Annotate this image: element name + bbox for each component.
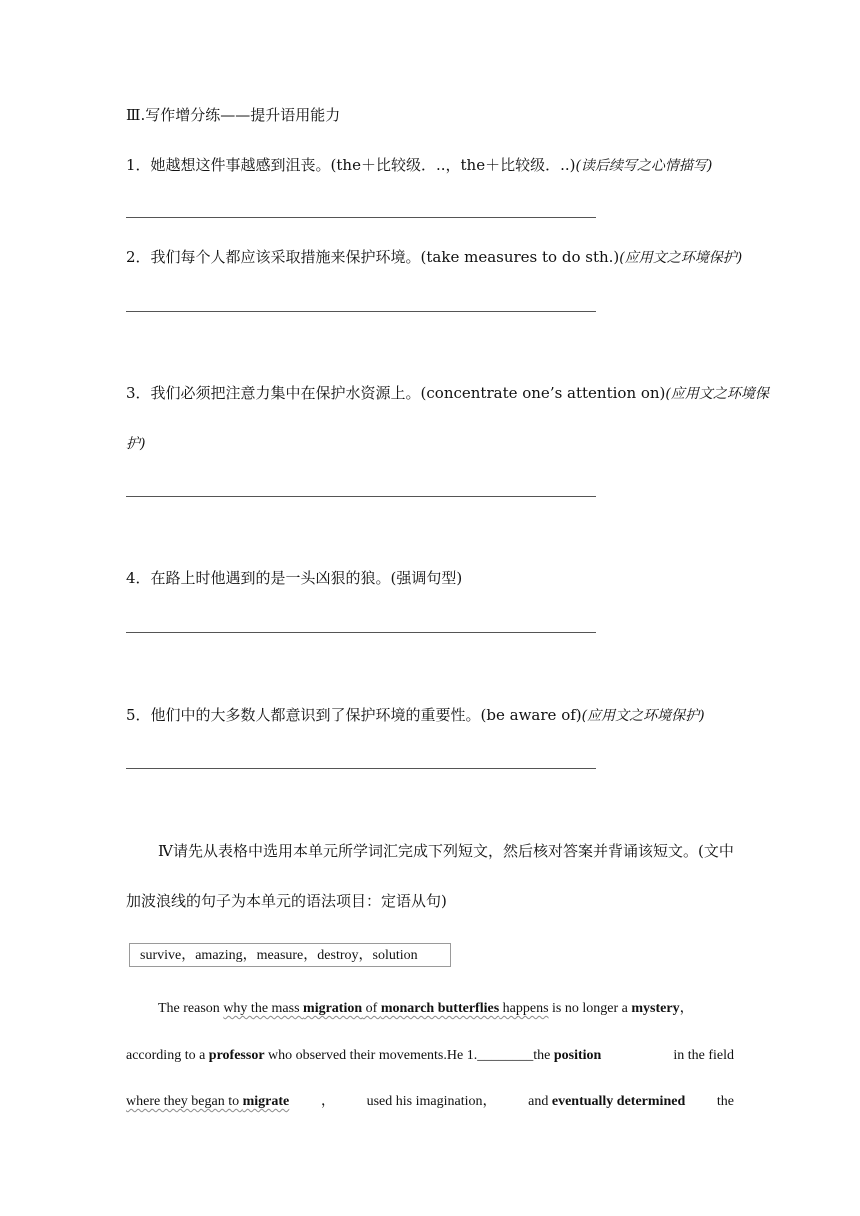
passage-text: in the field [673,1048,734,1063]
passage-text: of [362,1001,381,1016]
bold-word: migration [303,1001,363,1016]
passage-text: is no longer a [548,1001,632,1016]
item-note: (应用文之环境保护) [619,250,743,266]
passage-text: according to a [126,1048,209,1063]
passage-text: ， [679,1001,694,1016]
passage-text: the [533,1048,554,1063]
exercise-item-2 [126,247,742,268]
bold-word: professor [208,1048,265,1063]
section-4-intro-line-2: 加波浪线的句子为本单元的语法项目：定语从句) [126,892,447,910]
answer-line-5[interactable] [126,768,596,769]
bold-word: monarch butterflies [380,1001,500,1016]
item-number: 4． [126,569,151,587]
passage-text: used his imagination， [366,1094,497,1109]
passage-text: the [716,1094,734,1109]
fill-blank-1[interactable]: ________ [477,1048,534,1063]
passage-text: and [528,1094,552,1109]
item-number: 3． [126,384,151,402]
answer-line-4[interactable] [126,632,596,633]
passage-text: happens [499,1001,549,1016]
item-note: (读后续写之心情描写) [575,158,713,174]
item-prompt: 她越想这件事越感到沮丧。(the＋比较级．..，the＋比较级．..) [150,156,576,174]
passage-text: why the mass [223,1001,304,1016]
passage-line-3 [126,1092,734,1112]
passage-text: The reason [158,1001,224,1016]
passage-text: where they began to [126,1094,243,1109]
exercise-item-3 [126,383,769,404]
bold-word: eventually determined [551,1094,686,1109]
item-prompt: 我们必须把注意力集中在保护水资源上。(concentrate one’s attention on) [150,384,666,402]
exercise-item-4 [126,568,462,588]
section-3-heading: Ⅲ.写作增分练——提升语用能力 [126,106,341,124]
item-prompt: 在路上时他遇到的是一头凶狠的狼。(强调句型) [150,569,463,587]
item-number: 2． [126,248,151,266]
answer-line-2[interactable] [126,311,596,312]
bold-word: position [553,1048,602,1063]
passage-line-2 [126,1046,734,1066]
wavy-relative-clause [126,1092,289,1112]
item-number: 5． [126,706,151,724]
item-note: (应用文之环境保护) [581,708,705,724]
passage-text: who observed their movements.He 1. [264,1048,478,1063]
item-prompt: 他们中的大多数人都意识到了保护环境的重要性。(be aware of) [150,706,582,724]
passage-text: ， [320,1094,335,1109]
answer-line-3[interactable] [126,496,596,497]
item-number: 1． [126,156,151,174]
passage-line-1 [158,999,694,1019]
item-prompt: 我们每个人都应该采取措施来保护环境。(take measures to do sth.) [150,248,620,266]
exercise-item-1 [126,155,712,176]
wavy-relative-clause [223,1001,548,1016]
bold-word: migrate [242,1094,290,1109]
section-4-intro-line-1: Ⅳ请先从表格中选用本单元所学词汇完成下列短文，然后核对答案并背诵该短文。(文中 [158,842,734,860]
answer-line-1[interactable] [126,217,596,218]
bold-word: mystery [631,1001,680,1016]
item-note-continuation: 护) [126,436,146,452]
exercise-item-5 [126,705,705,726]
passage-segment [528,1092,685,1112]
passage-segment [126,1046,601,1066]
word-bank-box: survive，amazing，measure，destroy，solution [129,943,451,967]
item-note: (应用文之环境保 [665,386,769,402]
